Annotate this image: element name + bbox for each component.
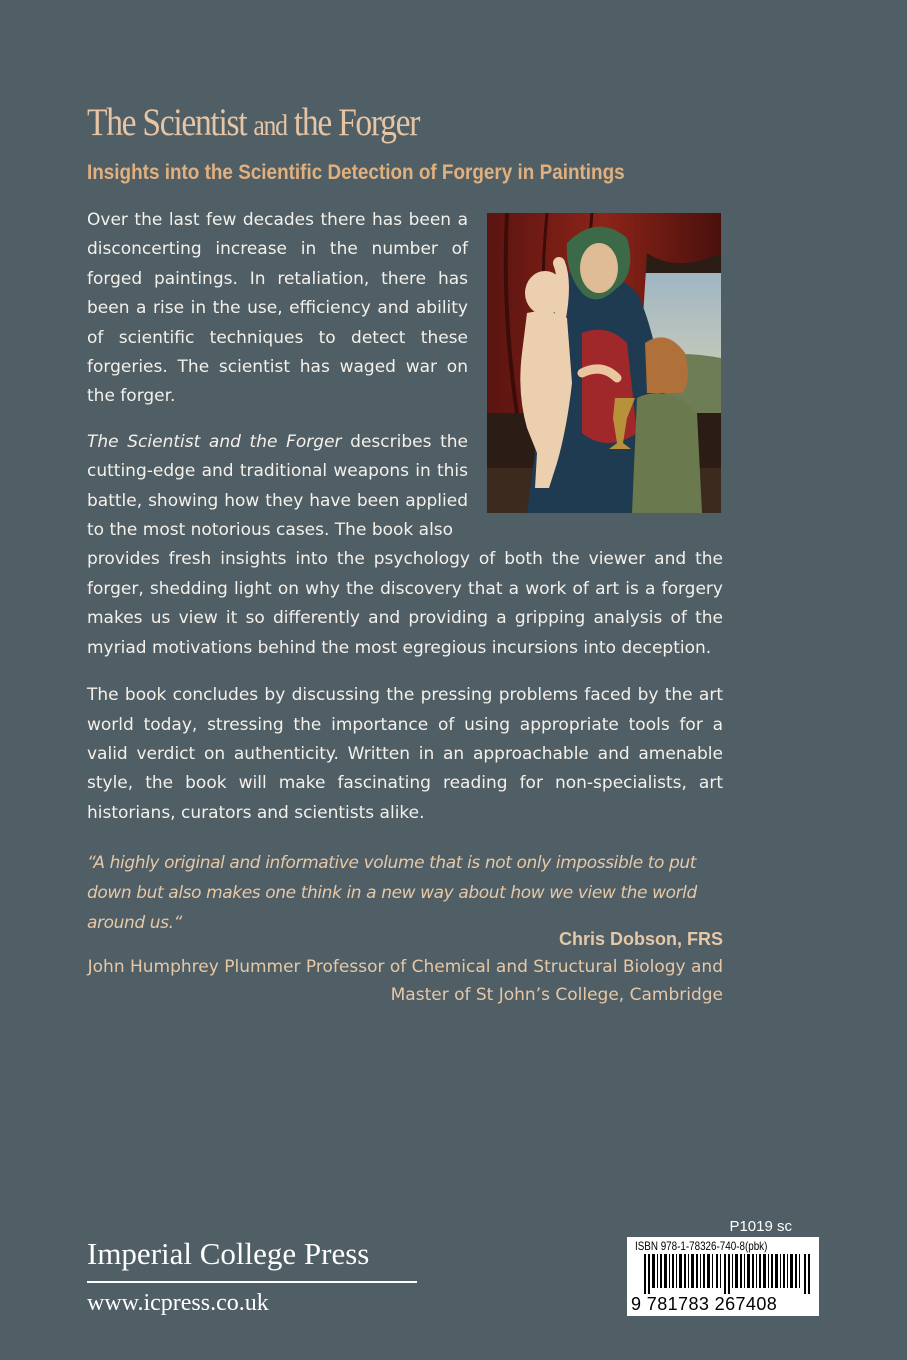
endorser-name: Chris Dobson, FRS <box>558 929 723 949</box>
publisher-divider <box>87 1281 417 1283</box>
barcode-digits: 9 781783 267408 <box>631 1294 778 1314</box>
blurb-paragraph-2-bottom: provides fresh insights into the psychology of both the viewer and the forger, shedding light on why the discovery that a work of art is a forgery makes us view it so differently and providing a gripping analysis of the myriad motivations behind the most egregious incursions into deception. <box>87 549 723 658</box>
blurb-paragraph-1: Over the last few decades there has been a disconcerting increase in the number of forged paintings. In retaliation, there has been a rise in the use, efficiency and ability of scientific techniques to detect these forgeries. The scientist has waged war on the forger. <box>87 210 468 407</box>
endorser-title: John Humphrey Plummer Professor of Chemical and Structural Biology and Master of St John’s College, Cambridge <box>87 957 723 1005</box>
endorsement-quote: “A highly original and informative volume that is not only impossible to put down but also makes one think in a new way about how we view the world around us.“ <box>87 853 697 933</box>
blurb-paragraph-3: The book concludes by discussing the pressing problems faced by the art world today, stressing the importance of using appropriate tools for a valid verdict on authenticity. Written in an approachable and amenable style, the book will make fascinating reading for non-specialists, art historians, curators and scientists alike. <box>87 685 723 823</box>
publisher-name: Imperial College Press <box>87 1236 370 1271</box>
blurb-text <box>87 206 723 844</box>
blurb-paragraph-2-top: The Scientist and the Forger describes the cutting-edge and traditional weapons in this battle, showing how they have been applied to the most notorious cases. The book also <box>87 431 469 541</box>
publisher-website: www.icpress.co.uk <box>87 1290 269 1316</box>
isbn-label: ISBN 978-1-78326-740-8(pbk) <box>635 1239 768 1253</box>
barcode-box <box>627 1237 819 1316</box>
product-code: P1019 sc <box>729 1218 792 1235</box>
book-subtitle: Insights into the Scientific Detection of Forgery in Paintings <box>87 161 625 184</box>
book-title: The Scientist and the Forger <box>87 101 420 144</box>
barcode-icon <box>644 1254 814 1294</box>
book-title-italic: The Scientist and the Forger <box>87 431 342 452</box>
